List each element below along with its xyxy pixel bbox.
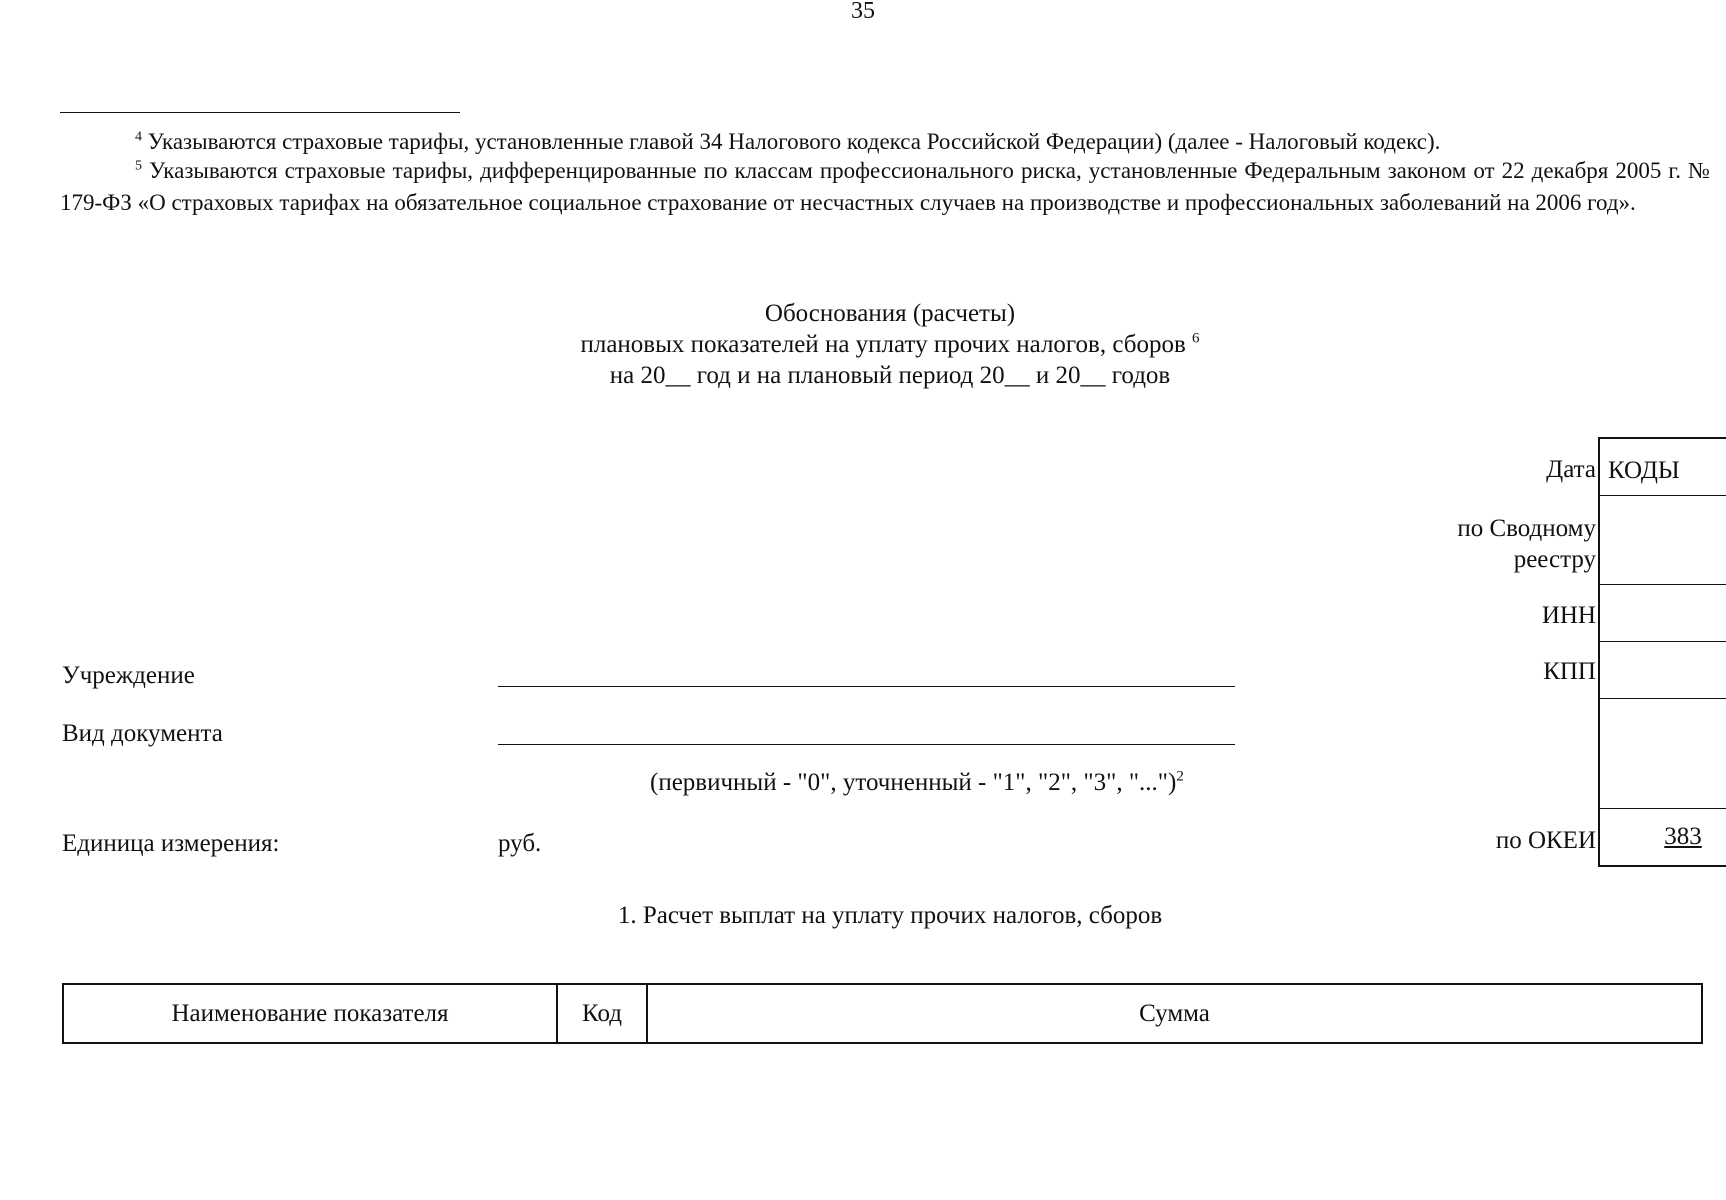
section-1-title: 1. Расчет выплат на уплату прочих налогов, сборов — [617, 902, 1163, 929]
footnote-4-text: Указываются страховые тарифы, установленные главой 34 Налогового кодекса Российской Федерации) (далее - Налоговый кодекс). — [147, 129, 1441, 154]
payments-table — [62, 983, 1703, 1044]
okei-value: 383 — [1664, 823, 1702, 850]
okei-code-cell — [1600, 808, 1726, 865]
doc-type-label: Вид документа — [62, 720, 223, 747]
heading-line-3: на 20__ год и на плановый период 20__ и 20__ годов — [609, 362, 1171, 389]
heading-line-2-text: плановых показателей на уплату прочих налогов, сборов — [580, 331, 1186, 358]
footnote-5-text: Указываются страховые тарифы, дифференцированные по классам профессионального риска, установленные Федеральным законом от 22 декабря 2005 г. № 179-ФЗ «О страховых тарифах на обязательное социальное страхование от несчастных случаев на производстве и профессиональных заболеваний на 2006 год». — [60, 158, 1710, 215]
doc-type-field[interactable] — [498, 744, 1235, 745]
table-header-row — [63, 984, 1702, 1043]
registry-code-cell[interactable] — [1600, 496, 1726, 585]
footnote-5-mark: 5 — [135, 158, 142, 174]
doc-type-note-mark: 2 — [1176, 768, 1184, 785]
codes-header: КОДЫ — [1600, 439, 1726, 496]
footnote-4-mark: 4 — [135, 129, 142, 145]
okei-label: по ОКЕИ — [1495, 827, 1596, 854]
column-header-name: Наименование показателя — [63, 984, 557, 1043]
registry-label-2: реестру — [1513, 546, 1596, 573]
kpp-code-cell[interactable] — [1600, 641, 1726, 699]
unit-value: руб. — [498, 830, 542, 857]
heading-line-1: Обоснования (расчеты) — [764, 300, 1016, 327]
doc-type-code-cell[interactable] — [1600, 698, 1726, 809]
footnote-separator — [60, 112, 460, 113]
unit-label: Единица измерения: — [62, 830, 280, 857]
footnote-5 — [60, 155, 1710, 219]
inn-label: ИНН — [1541, 602, 1596, 629]
column-header-code: Код — [557, 984, 647, 1043]
column-header-sum: Сумма — [647, 984, 1702, 1043]
inn-code-cell[interactable] — [1600, 584, 1726, 642]
page-number: 35 — [851, 0, 875, 24]
date-label: Дата — [1546, 456, 1596, 483]
document-heading — [0, 298, 1726, 391]
footnote-4 — [60, 126, 1710, 158]
registry-label-1: по Сводному — [1457, 515, 1596, 542]
kpp-label: КПП — [1543, 658, 1596, 685]
doc-type-note — [650, 769, 1184, 797]
institution-field[interactable] — [498, 686, 1235, 687]
heading-line-2 — [0, 329, 1726, 360]
institution-label: Учреждение — [62, 662, 195, 689]
doc-type-note-text: (первичный - "0", уточненный - "1", "2", "3", "...") — [650, 769, 1177, 796]
heading-line-2-mark: 6 — [1192, 330, 1200, 347]
codes-box — [1598, 437, 1726, 867]
